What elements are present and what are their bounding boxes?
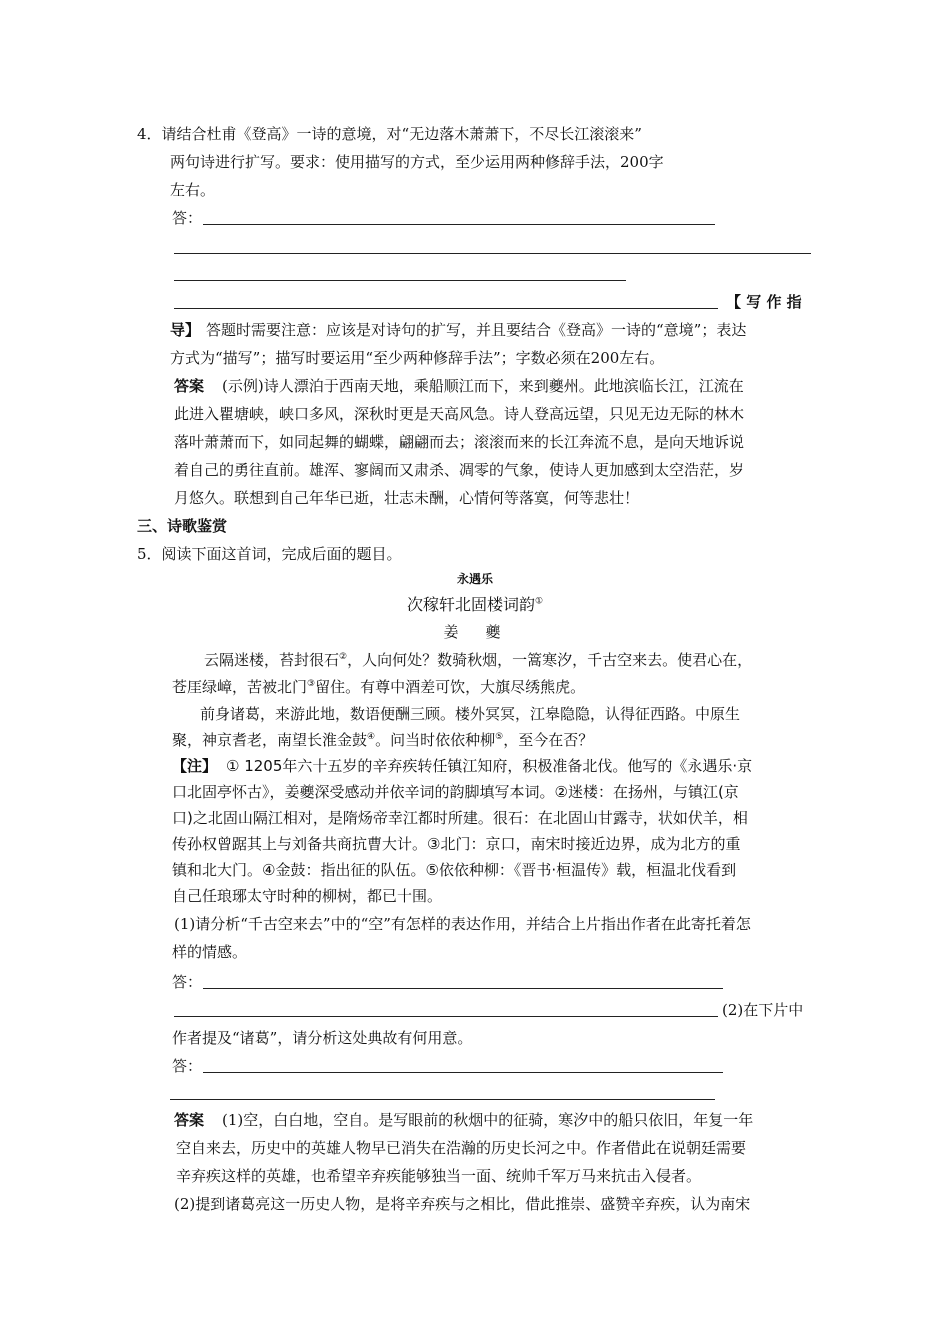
notes-line-2: 口北固亭怀古》，姜夔深受感动并依辛词的韵脚填写本词。②迷楼：在扬州，与镇江(京 [172, 783, 739, 801]
q5-answer-1-line-2: 空自来去，历史中的英雄人物早已消失在浩瀚的历史长河之中。作者借此在说朝廷需要 [176, 1139, 747, 1157]
q4-guide-line-1: 答题时需要注意：应该是对诗句的扩写，并且要结合《登高》一诗的“意境”；表达 [206, 321, 747, 339]
q5-sub2-line-1: (2)在下片中 [722, 1001, 804, 1019]
notes-line-3: 口)之北固山隔江相对，是隋炀帝幸江都时所建。很石：在北固山甘露寺，状如伏羊，相 [172, 809, 748, 827]
poem-verse-text: 苍厓绿嶂，苦被北门 [172, 678, 308, 696]
poem-verse-text: ，人向何处？数骑秋烟，一篙寒汐，千古空来去。使君心在， [347, 651, 753, 669]
q4-guide-heading: 【 写 作 指 [726, 293, 802, 311]
q4-prompt-line-3: 左右。 [170, 181, 216, 199]
q4-guide-heading-end: 导】 [170, 321, 201, 339]
notes-line-5: 镇和北大门。④金鼓：指出征的队伍。⑤依依种柳：《晋书·桓温传》载，桓温北伐看到 [172, 861, 737, 879]
section-title: 三、诗歌鉴赏 [137, 517, 228, 535]
q5-sub1-line-2: 样的情感。 [172, 943, 248, 961]
q4-answer-line-5: 月悠久。联想到自己年华已逝，壮志未酬，心情何等落寞，何等悲壮！ [174, 489, 640, 507]
q5-answer-1-line-3: 辛弃疾这样的英雄，也希望辛弃疾能够独当一面、统帅千军万马来抗击入侵者。 [176, 1167, 702, 1185]
poem-note-marker: ⑤ [495, 732, 504, 742]
poem-verse-line-1 [204, 650, 752, 670]
q5-answer-1-line-1: (1)空，白白地，空自。是写眼前的秋烟中的征骑，寒汐中的船只依旧，年复一年 [222, 1111, 754, 1129]
q5-sub1-answer-blank-1[interactable] [203, 988, 723, 989]
notes-label: 【注】 [172, 757, 218, 775]
poem-note-marker: ③ [307, 679, 316, 689]
q4-answer-blank-2[interactable] [174, 253, 811, 254]
q4-answer-blank-3[interactable] [174, 280, 626, 281]
poem-verse-text: 聚，神京耆老，南望长淮金鼓 [172, 731, 368, 749]
q4-answer-line-1: (示例)诗人漂泊于西南天地，乘船顺江而下，来到夔州。此地滨临长江，江流在 [222, 377, 744, 395]
q4-answer-blank-1[interactable] [203, 224, 715, 225]
poem-verse-text: 。问当时依依种柳 [375, 731, 496, 749]
q4-prompt-line-1: 4．请结合杜甫《登高》一诗的意境，对“无边落木萧萧下，不尽长江滚滚来” [137, 125, 642, 143]
q4-answer-line-2: 此进入瞿塘峡，峡口多风，深秋时更是天高风急。诗人登高远望，只见无边无际的林木 [174, 405, 745, 423]
q5-sub1-answer-label: 答： [172, 973, 203, 991]
poem-tune-name: 永遇乐 [456, 572, 493, 586]
poem-title [0, 594, 950, 616]
q5-sub2-line-2: 作者提及“诸葛”，请分析这处典故有何用意。 [172, 1029, 473, 1047]
q4-answer-label: 答： [172, 209, 203, 227]
q5-answer-2-line-1: (2)提到诸葛亮这一历史人物，是将辛弃疾与之相比，借此推崇、盛赞辛弃疾，认为南宋 [174, 1195, 751, 1213]
poem-verse-line-2 [172, 677, 585, 697]
q4-prompt-line-2: 两句诗进行扩写。要求：使用描写的方式，至少运用两种修辞手法，200字 [170, 153, 664, 171]
q4-answer-heading: 答案 [174, 377, 205, 395]
q4-answer-line-3: 落叶萧萧而下，如同起舞的蝴蝶，翩翩而去；滚滚而来的长江奔流不息，是向天地诉说 [174, 433, 745, 451]
q5-sub1-answer-blank-2[interactable] [174, 1016, 718, 1017]
q5-sub2-answer-blank-2[interactable] [170, 1099, 715, 1100]
q5-intro: 5．阅读下面这首词，完成后面的题目。 [137, 545, 402, 563]
q4-guide-line-2: 方式为“描写”；描写时要运用“至少两种修辞手法”；字数必须在200左右。 [170, 349, 665, 367]
q5-sub2-answer-label: 答： [172, 1057, 203, 1075]
poem-verse-line-4 [172, 730, 593, 750]
poem-verse-text: ，至今在否？ [503, 731, 594, 749]
notes-line-4: 传孙权曾踞其上与刘备共商抗曹大计。③北门：京口，南宋时接近边界，成为北方的重 [172, 835, 741, 853]
poem-verse-text: 云隔迷楼，苔封很石 [204, 651, 340, 669]
notes-line-6: 自己任琅琊太守时种的柳树，都已十围。 [172, 887, 443, 905]
poem-author: 姜 夔 [443, 623, 507, 641]
poem-title-text: 次稼轩北固楼词韵 [406, 595, 535, 614]
q4-answer-line-4: 着自己的勇往直前。雄浑、寥阔而又肃杀、凋零的气象，使诗人更加感到太空浩茫，岁 [174, 461, 745, 479]
q4-answer-blank-4[interactable] [174, 308, 718, 309]
q5-answer-heading: 答案 [174, 1111, 205, 1129]
poem-verse-text: 留住。有尊中酒差可饮，大旗尽绣熊虎。 [315, 678, 586, 696]
poem-note-marker: ② [339, 652, 348, 662]
poem-title-note: ① [534, 596, 544, 607]
poem-note-marker: ④ [367, 732, 376, 742]
notes-line-1: ① 1205年六十五岁的辛弃疾转任镇江知府，积极准备北伐。他写的《永遇乐·京 [226, 757, 753, 775]
q5-sub2-answer-blank-1[interactable] [203, 1072, 723, 1073]
poem-verse-line-3: 前身诸葛，来游此地，数语便酬三顾。楼外冥冥，江皋隐隐，认得征西路。中原生 [200, 705, 741, 723]
q5-sub1-line-1: (1)请分析“千古空来去”中的“空”有怎样的表达作用，并结合上片指出作者在此寄托着怎 [174, 915, 751, 933]
